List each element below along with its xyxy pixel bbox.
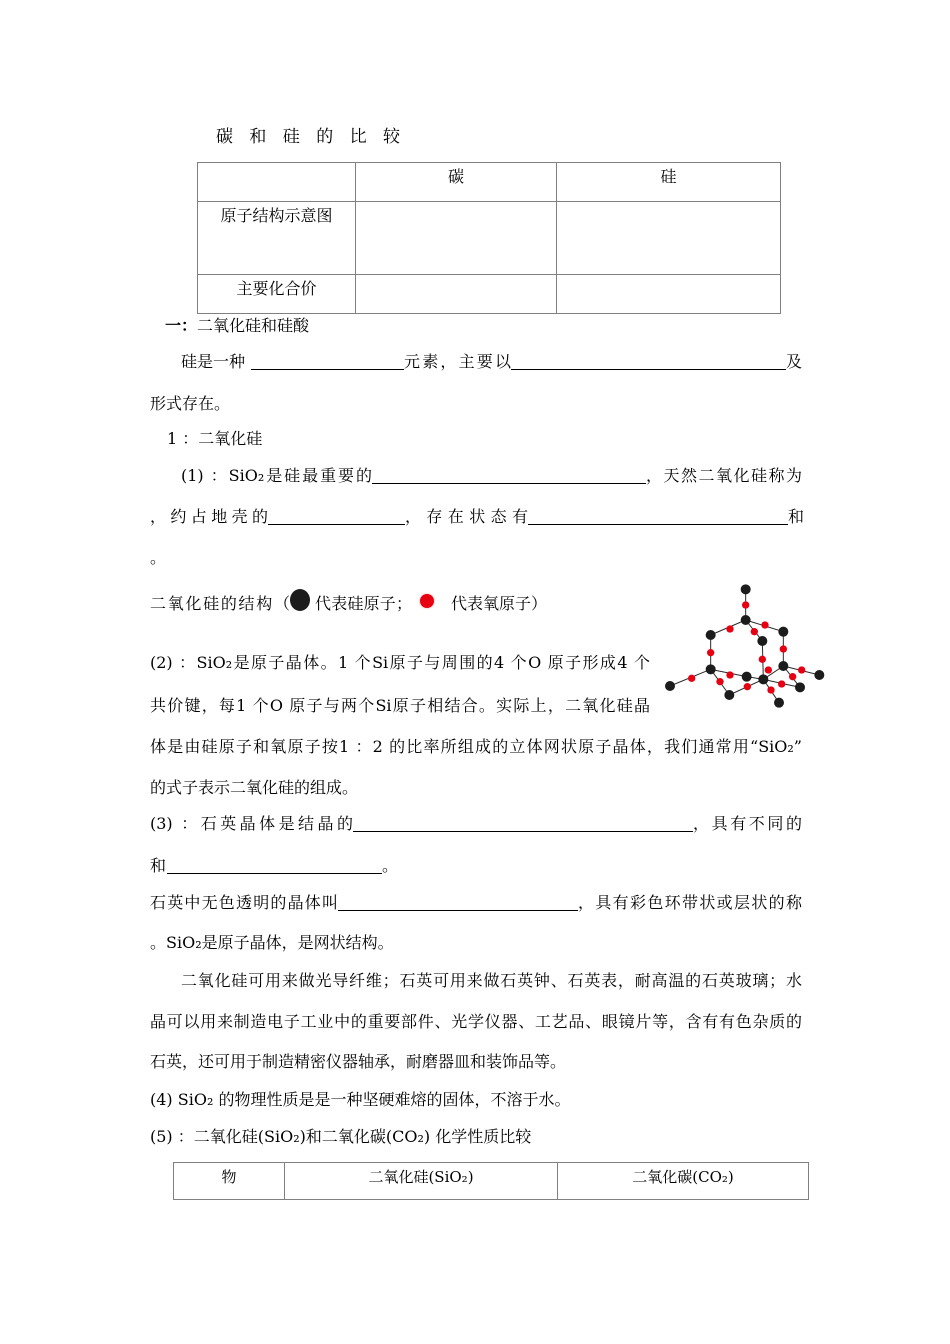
item-3-line-4: 。SiO₂是原子晶体，是网状结构。 bbox=[150, 933, 394, 952]
oxygen-atom bbox=[761, 621, 768, 628]
item-3-line-1 bbox=[150, 814, 802, 834]
cell-carbon-valence bbox=[356, 275, 557, 314]
fill-in-blank bbox=[528, 507, 788, 525]
item-3-line-2 bbox=[150, 856, 398, 876]
fill-in-blank bbox=[511, 352, 786, 370]
legend-prefix: 二氧化硅的结构（ bbox=[150, 594, 290, 613]
uses-paragraph-line-3: 石英，还可用于制造精密仪器轴承，耐磨器皿和装饰品等。 bbox=[150, 1052, 567, 1071]
silicon-atom bbox=[724, 690, 734, 700]
legend-oxygen-label: 代表氧原子） bbox=[451, 594, 548, 613]
table-header-row bbox=[198, 163, 781, 202]
item-2-line-3: 体是由硅原子和氧原子按1 ：2 的比率所组成的立体网状原子晶体，我们通常用“SiO₂” bbox=[150, 737, 802, 756]
item-1-line-1 bbox=[181, 466, 802, 486]
oxygen-atom bbox=[744, 683, 751, 690]
carbon-silicon-comparison-table bbox=[197, 162, 781, 314]
silicon-atom bbox=[706, 630, 716, 640]
item-2-line-1: (2) ：SiO₂是原子晶体。1 个Si原子与周围的4 个O 原子形成4 个 bbox=[150, 653, 650, 672]
silicon-atom bbox=[774, 698, 784, 708]
oxygen-atom bbox=[716, 678, 723, 685]
item-3-line-3 bbox=[150, 893, 802, 913]
section-heading bbox=[165, 316, 309, 336]
text-segment: 和 bbox=[150, 856, 167, 875]
silicon-atom bbox=[742, 672, 752, 682]
silicon-atom bbox=[795, 682, 805, 692]
text-segment: ，具有彩色环带状或层状的称 bbox=[578, 893, 802, 912]
silicon-atom bbox=[778, 661, 788, 671]
header-cell-sio2: 二氧化硅(SiO₂) bbox=[285, 1163, 558, 1200]
fill-in-blank bbox=[251, 352, 404, 370]
text-segment: (3) ：石英晶体是结晶的 bbox=[150, 814, 353, 833]
chemical-property-comparison-table bbox=[173, 1162, 809, 1200]
text-segment: ，具有不同的 bbox=[693, 814, 802, 833]
section-number: 一： bbox=[165, 316, 198, 335]
legend-silicon-label: 代表硅原子； bbox=[315, 594, 412, 613]
silicon-atom bbox=[778, 627, 788, 637]
header-cell-carbon: 碳 bbox=[356, 163, 557, 202]
table-row bbox=[198, 275, 781, 314]
text-segment: ，存在状态有 bbox=[405, 507, 528, 526]
text-segment: 元素，主要以 bbox=[404, 352, 511, 371]
silicon-atom bbox=[741, 615, 751, 625]
oxygen-atom bbox=[789, 673, 796, 680]
silicon-atom-legend-icon bbox=[290, 589, 310, 611]
text-segment: ，天然二氧化硅称为 bbox=[646, 466, 802, 485]
silicon-dioxide-structure-diagram bbox=[660, 580, 840, 710]
header-cell-empty bbox=[198, 163, 356, 202]
text-segment: (1) ：SiO₂是硅最重要的 bbox=[181, 466, 372, 485]
silicon-atom bbox=[814, 670, 824, 680]
item-2-line-2: 共价键，每1 个O 原子与两个Si原子相结合。实际上，二氧化硅晶 bbox=[150, 696, 650, 715]
oxygen-atom bbox=[688, 675, 695, 682]
fill-in-blank bbox=[268, 507, 405, 525]
oxygen-atom-legend-icon bbox=[420, 594, 434, 608]
text-segment: ，约占地壳的 bbox=[150, 507, 268, 526]
oxygen-atom bbox=[751, 628, 758, 635]
oxygen-atom bbox=[759, 656, 766, 663]
silicon-atom bbox=[757, 636, 767, 646]
oxygen-atom bbox=[798, 666, 805, 673]
item-5: (5) ：二氧化硅(SiO₂)和二氧化碳(CO₂) 化学性质比较 bbox=[150, 1127, 532, 1146]
subheading-silicon-dioxide: 1 ：二氧化硅 bbox=[167, 429, 263, 448]
row-label-atomic-structure: 原子结构示意图 bbox=[198, 202, 356, 275]
text-segment: 。 bbox=[382, 856, 399, 875]
fill-in-blank bbox=[167, 856, 382, 874]
silicon-atom bbox=[665, 681, 675, 691]
silicon-atom bbox=[741, 584, 751, 594]
text-segment: 石英中无色透明的晶体叫 bbox=[150, 893, 338, 912]
fill-in-blank bbox=[338, 893, 578, 911]
header-cell-co2: 二氧化碳(CO₂) bbox=[558, 1163, 809, 1200]
oxygen-atom bbox=[742, 601, 749, 608]
text-segment: 及 bbox=[786, 352, 803, 371]
table-row bbox=[198, 202, 781, 275]
oxygen-atom bbox=[707, 649, 714, 656]
header-cell-silicon: 硅 bbox=[557, 163, 781, 202]
item-1-line-3: 。 bbox=[150, 548, 167, 567]
cell-silicon-atomic-structure bbox=[557, 202, 781, 275]
row-label-valence: 主要化合价 bbox=[198, 275, 356, 314]
intro-line-2: 形式存在。 bbox=[150, 394, 231, 413]
fill-in-blank bbox=[353, 814, 693, 832]
intro-line-1 bbox=[181, 352, 802, 372]
page-title: 碳 和 硅 的 比 较 bbox=[216, 127, 406, 147]
section-heading-text: 二氧化硅和硅酸 bbox=[197, 316, 310, 335]
silicon-atom bbox=[706, 664, 716, 674]
oxygen-atom bbox=[765, 666, 772, 673]
text-segment: 硅是一种 bbox=[181, 352, 246, 371]
item-2-line-4: 的式子表示二氧化硅的组成。 bbox=[150, 778, 359, 797]
oxygen-atom bbox=[780, 645, 787, 652]
oxygen-atom bbox=[767, 686, 774, 693]
oxygen-atom bbox=[778, 680, 785, 687]
uses-paragraph-line-1: 二氧化硅可用来做光导纤维；石英可用来做石英钟、石英表，耐高温的石英玻璃；水 bbox=[181, 971, 802, 990]
text-segment: 和 bbox=[788, 507, 805, 526]
cell-silicon-valence bbox=[557, 275, 781, 314]
fill-in-blank bbox=[372, 466, 646, 484]
table-header-row bbox=[174, 1163, 809, 1200]
item-1-line-2 bbox=[150, 507, 805, 527]
uses-paragraph-line-2: 晶可以用来制造电子工业中的重要部件、光学仪器、工艺品、眼镜片等，含有有色杂质的 bbox=[150, 1012, 802, 1031]
item-4: (4) SiO₂ 的物理性质是是一种坚硬难熔的固体，不溶于水。 bbox=[150, 1090, 571, 1109]
cell-carbon-atomic-structure bbox=[356, 202, 557, 275]
oxygen-atom bbox=[726, 671, 733, 678]
silicon-atom bbox=[758, 674, 768, 684]
header-cell-substance: 物 bbox=[174, 1163, 285, 1200]
oxygen-atom bbox=[726, 625, 733, 632]
